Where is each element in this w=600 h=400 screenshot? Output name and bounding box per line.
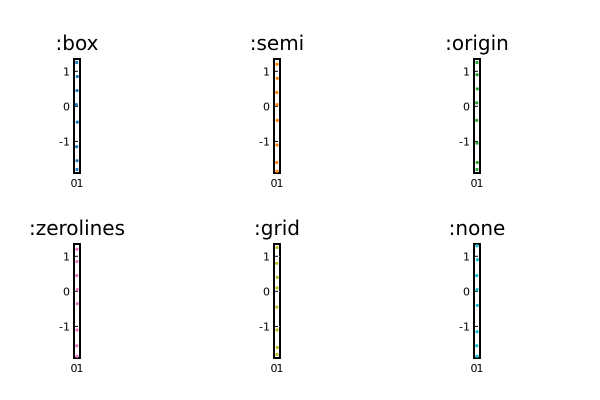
y-tick-label: 0 bbox=[63, 100, 70, 114]
data-point bbox=[275, 161, 278, 164]
y-tick-label: 0 bbox=[63, 285, 70, 299]
data-point bbox=[75, 355, 78, 358]
x-tick-label: 0 bbox=[470, 362, 478, 375]
data-point bbox=[476, 87, 479, 90]
subplot-origin bbox=[445, 31, 509, 190]
data-point bbox=[476, 161, 479, 164]
data-point bbox=[475, 142, 478, 145]
subplot-title: :none bbox=[448, 216, 506, 240]
data-point bbox=[75, 248, 78, 251]
y-tick-label: -1 bbox=[59, 135, 70, 149]
data-point bbox=[476, 304, 479, 307]
data-point bbox=[75, 168, 78, 171]
data-point bbox=[475, 73, 478, 76]
data-point bbox=[475, 288, 478, 291]
data-point bbox=[275, 91, 278, 94]
data-point bbox=[475, 344, 478, 347]
axis-frame bbox=[274, 244, 280, 358]
y-tick-label: -1 bbox=[59, 320, 70, 334]
y-tick-label: -1 bbox=[459, 135, 470, 149]
x-tick-label: 1 bbox=[476, 177, 484, 190]
subplot-title: :semi bbox=[249, 31, 305, 55]
data-point bbox=[276, 77, 279, 80]
data-point bbox=[275, 246, 278, 249]
data-point bbox=[276, 119, 279, 122]
x-tick-label: 1 bbox=[476, 362, 484, 375]
data-point bbox=[275, 306, 278, 309]
data-point bbox=[75, 260, 78, 263]
data-point bbox=[75, 103, 78, 106]
data-point bbox=[76, 302, 79, 305]
data-point bbox=[75, 61, 78, 64]
y-tick-label: -1 bbox=[259, 135, 270, 149]
data-point bbox=[76, 288, 79, 291]
x-tick-label: 0 bbox=[70, 362, 78, 375]
data-point bbox=[75, 328, 78, 331]
y-tick-label: 0 bbox=[263, 100, 270, 114]
x-tick-label: 1 bbox=[276, 177, 284, 190]
axis-frame bbox=[274, 59, 280, 173]
data-point bbox=[275, 286, 278, 289]
y-tick-label: 1 bbox=[463, 250, 470, 264]
x-tick-label: 0 bbox=[70, 177, 78, 190]
x-tick-label: 1 bbox=[76, 177, 84, 190]
data-point bbox=[475, 101, 478, 104]
data-point bbox=[275, 63, 278, 66]
y-tick-label: -1 bbox=[459, 320, 470, 334]
data-point bbox=[475, 119, 478, 122]
data-point bbox=[76, 75, 79, 78]
y-tick-label: 0 bbox=[263, 285, 270, 299]
y-tick-label: 1 bbox=[263, 65, 270, 79]
data-point bbox=[275, 353, 278, 356]
y-tick-label: 0 bbox=[463, 100, 470, 114]
subplot-title: :grid bbox=[254, 216, 300, 240]
data-point bbox=[275, 328, 278, 331]
data-point bbox=[275, 103, 278, 106]
y-tick-label: 1 bbox=[463, 65, 470, 79]
y-tick-label: 0 bbox=[463, 285, 470, 299]
subplot-box bbox=[56, 31, 99, 190]
x-tick-label: 1 bbox=[276, 362, 284, 375]
data-point bbox=[475, 274, 478, 277]
x-tick-label: 1 bbox=[76, 362, 84, 375]
y-tick-label: 1 bbox=[63, 250, 70, 264]
data-point bbox=[475, 355, 478, 358]
data-point bbox=[475, 244, 478, 247]
data-point bbox=[76, 121, 79, 124]
subplot-title: :origin bbox=[445, 31, 509, 55]
subplot-title: :box bbox=[55, 31, 99, 55]
data-point bbox=[276, 346, 279, 349]
data-point bbox=[475, 61, 478, 64]
data-point bbox=[275, 143, 278, 146]
data-point bbox=[275, 262, 278, 265]
subplot-semi bbox=[250, 31, 305, 190]
x-tick-label: 0 bbox=[270, 362, 278, 375]
data-point bbox=[75, 344, 78, 347]
data-point bbox=[75, 274, 78, 277]
subplot-grid bbox=[254, 216, 300, 375]
x-tick-label: 0 bbox=[270, 177, 278, 190]
subplot-zerolines bbox=[29, 216, 125, 375]
subplot-none bbox=[449, 216, 506, 375]
data-point bbox=[275, 170, 278, 173]
y-tick-label: 1 bbox=[263, 250, 270, 264]
data-point bbox=[475, 168, 478, 171]
data-point bbox=[276, 276, 279, 279]
y-tick-label: -1 bbox=[259, 320, 270, 334]
data-point bbox=[75, 159, 78, 162]
y-tick-label: 1 bbox=[63, 65, 70, 79]
data-point bbox=[75, 145, 78, 148]
subplot-title: :zerolines bbox=[28, 216, 126, 240]
x-tick-label: 0 bbox=[470, 177, 478, 190]
data-point bbox=[75, 89, 78, 92]
data-point bbox=[475, 330, 478, 333]
data-point bbox=[476, 258, 479, 261]
